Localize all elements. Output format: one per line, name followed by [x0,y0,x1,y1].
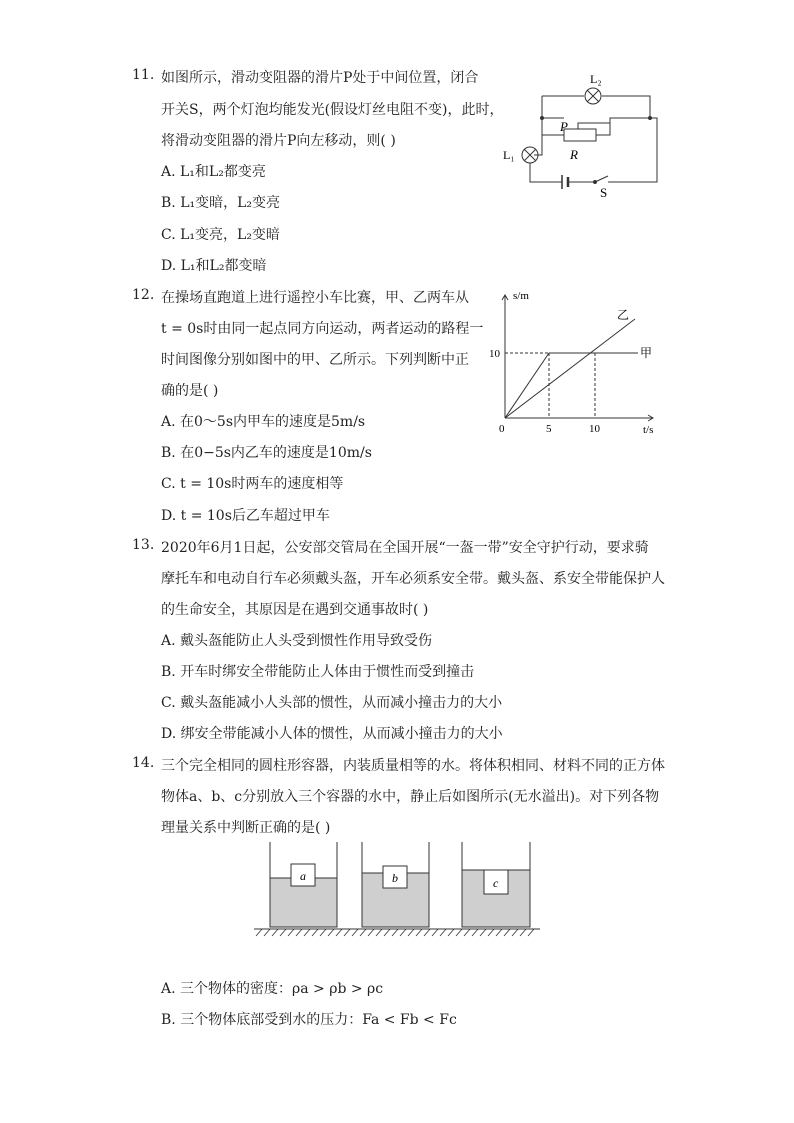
question-text: 在操场直跑道上进行遥控小车比赛，甲、乙两车从 [161,290,469,306]
label-p: P [560,119,568,134]
question-text: 物体a、b、c分别放入三个容器的水中，静止后如图所示(无水溢出)。对下列各物 [161,789,660,805]
question-text: 确的是( ) [161,383,219,399]
option-a[interactable]: A. 三个物体的密度：ρa > ρb > ρc [161,981,384,997]
option-c[interactable]: C. t = 10s时两车的速度相等 [161,476,344,492]
option-b[interactable]: B. 开车时绑安全带能防止人体由于惯性而受到撞击 [161,664,475,680]
ground-hatching [256,929,534,936]
distance-time-graph [485,285,665,440]
option-a[interactable]: A. 在0～5s内甲车的速度是5m/s [161,414,366,430]
question-text: 摩托车和电动自行车必须戴头盔，开车必须系安全带。戴头盔、系安全带能保护人 [161,571,665,587]
label-s: S [600,185,608,200]
question-number: 14. [132,755,155,771]
label-r: R [570,147,578,162]
question-text: 理量关系中判断正确的是( ) [161,820,331,836]
question-number: 13. [132,537,155,553]
y-axis-label: s/m [513,290,529,302]
question-text: t = 0s时由同一起点同方向运动，两者运动的路程一 [161,321,484,337]
tick-x5: 5 [546,423,552,435]
x-axis-label: t/s [643,424,654,436]
label-l1: L₁ [503,148,515,162]
label-a: a [300,869,306,883]
option-d[interactable]: D. t = 10s后乙车超过甲车 [161,508,330,524]
option-d[interactable]: D. L₁和L₂都变暗 [161,258,267,274]
option-a[interactable]: A. 戴头盔能防止人头受到惯性作用导致受伤 [161,633,433,649]
containers-figure [250,840,545,940]
question-text: 的生命安全，其原因是在遇到交通事故时( ) [161,602,429,618]
question-number: 12. [132,287,155,303]
label-l2: L₂ [590,72,602,86]
tick-x10: 10 [589,423,600,435]
option-b[interactable]: B. 三个物体底部受到水的压力：Fa < Fb < Fc [161,1012,457,1028]
line-jia-rise [505,353,549,418]
label-b: b [392,871,398,885]
label-jia: 甲 [640,346,653,360]
question-text: 三个完全相同的圆柱形容器，内装质量相等的水。将体积相同、材料不同的正方体 [161,758,665,774]
question-text: 开关S，两个灯泡均能发光(假设灯丝电阻不变)，此时， [161,102,504,118]
label-c: c [493,876,499,890]
question-text: 如图所示，滑动变阻器的滑片P处于中间位置，闭合 [161,70,479,86]
option-c[interactable]: C. 戴头盔能减小人头部的惯性，从而减小撞击力的大小 [161,695,503,711]
option-a[interactable]: A. L₁和L₂都变亮 [161,164,266,180]
question-text: 将滑动变阻器的滑片P向左移动，则( ) [161,133,396,149]
tick-y10: 10 [489,348,500,360]
question-text: 2020年6月1日起，公安部交管局在全国开展“一盔一带”安全守护行动，要求骑 [161,540,649,556]
question-number: 11. [132,67,155,83]
circuit-diagram [500,65,670,200]
question-text: 时间图像分别如图中的甲、乙所示。下列判断中正 [161,352,469,368]
line-yi [505,319,635,418]
option-c[interactable]: C. L₁变亮，L₂变暗 [161,227,280,243]
label-yi: 乙 [617,308,630,322]
option-d[interactable]: D. 绑安全带能减小人体的惯性，从而减小撞击力的大小 [161,726,503,742]
origin-label: 0 [499,423,505,435]
option-b[interactable]: B. 在0−5s内乙车的速度是10m/s [161,445,372,461]
option-b[interactable]: B. L₁变暗，L₂变亮 [161,195,281,211]
